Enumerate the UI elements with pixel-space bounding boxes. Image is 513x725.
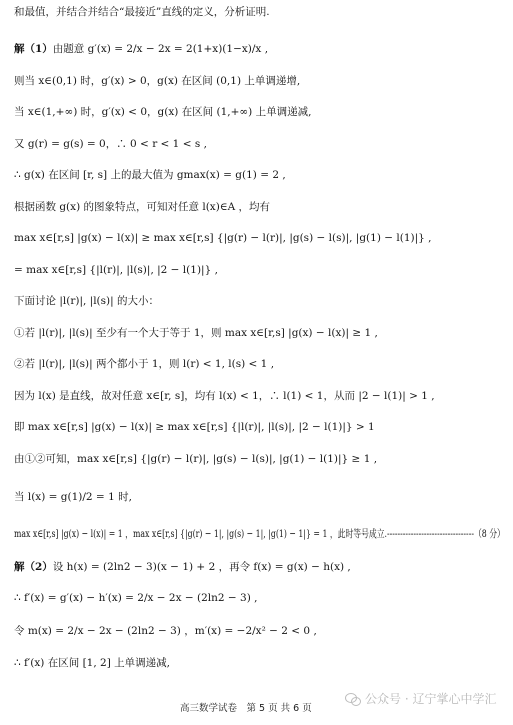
text-line <box>14 231 505 245</box>
line-text: 当 l(x) = g(1)/2 = 1 时, <box>14 491 132 503</box>
text-line <box>14 490 505 504</box>
text-line <box>14 326 505 340</box>
text-line <box>14 74 505 88</box>
line-text: 因为 l(x) 是直线，故对任意 x∈[r, s]，均有 l(x) < 1，∴ l(1) < 1，从而 |2 − l(1)| > 1 , <box>14 390 435 402</box>
wechat-icon <box>345 692 361 706</box>
text-line <box>14 452 505 466</box>
line-text: ∴ g(x) 在区间 [r, s] 上的最大值为 gmax(x) = g(1) = 2 , <box>14 169 286 181</box>
line-text: 下面讨论 |l(r)|, |l(s)| 的大小： <box>14 295 160 307</box>
text-line <box>14 5 505 19</box>
line-text: max x∈[r,s] |g(x) − l(x)| ≥ max x∈[r,s] {|g(r) − l(r)|, |g(s) − l(s)|, |g(1) − l(1)|} , <box>14 232 432 244</box>
watermark-text: 公众号 · 辽宁掌心中学汇 <box>365 692 497 706</box>
line-text: = max x∈[r,s] {|l(r)|, |l(s)|, |2 − l(1)|} , <box>14 264 218 276</box>
line-text: 和最值，并结合并结合“最接近”直线的定义，分析证明. <box>14 6 270 18</box>
line-text: max x∈[r,s] |g(x) − l(x)| = 1 ，max x∈[r,s] {|g(r) − 1|, |g(s) − 1|, |g(1) − 1|} = 1 ，此时等号成立.---------------------------------（8 分） <box>14 528 505 540</box>
watermark <box>345 690 496 707</box>
line-text: 由①②可知，max x∈[r,s] {|g(r) − l(r)|, |g(s) − l(s)|, |g(1) − l(1)|} ≥ 1 , <box>14 453 378 465</box>
line-text: 即 max x∈[r,s] |g(x) − l(x)| ≥ max x∈[r,s] {|l(r)|, |l(s)|, |2 − l(1)|} > 1 <box>14 421 375 433</box>
line-text: ∴ f′(x) 在区间 [1, 2] 上单调递减, <box>14 657 170 669</box>
line-text: 解（1）由题意 g′(x) = 2/x − 2x = 2(1+x)(1−x)/x , <box>14 43 269 55</box>
text-line <box>14 527 505 541</box>
page-footer: 高三数学试卷 第 5 页 共 6 页 <box>180 703 312 714</box>
text-line <box>14 263 505 277</box>
line-text: ∴ f′(x) = g′(x) − h′(x) = 2/x − 2x − (2ln2 − 3) , <box>14 592 258 604</box>
text-line <box>14 105 505 119</box>
line-text: 则当 x∈(0,1) 时，g′(x) > 0，g(x) 在区间 (0,1) 上单调递增, <box>14 75 301 87</box>
text-line <box>14 591 505 605</box>
line-text: 当 x∈(1,+∞) 时，g′(x) < 0，g(x) 在区间 (1,+∞) 上单调递减, <box>14 106 312 118</box>
line-text: 又 g(r) = g(s) = 0，∴ 0 < r < 1 < s , <box>14 138 207 150</box>
text-line <box>14 294 505 308</box>
text-line <box>14 137 505 151</box>
line-text: ②若 |l(r)|, |l(s)| 两个都小于 1，则 l(r) < 1, l(s) < 1 , <box>14 358 275 370</box>
text-line <box>14 389 505 403</box>
line-text: 解（2）设 h(x) = (2ln2 − 3)(x − 1) + 2 ，再令 f(x) = g(x) − h(x) , <box>14 561 351 573</box>
line-text: 令 m(x) = 2/x − 2x − (2ln2 − 3) ，m′(x) = −2/x² − 2 < 0 , <box>14 625 317 637</box>
text-line <box>14 168 505 182</box>
text-line <box>14 656 505 670</box>
line-text: 根据函数 g(x) 的图象特点，可知对任意 l(x)∈A ，均有 <box>14 201 271 213</box>
line-text: ①若 |l(r)|, |l(s)| 至少有一个大于等于 1，则 max x∈[r,s] |g(x) − l(x)| ≥ 1 , <box>14 327 378 339</box>
text-line <box>14 357 505 371</box>
text-line <box>14 420 505 434</box>
text-line <box>14 560 505 574</box>
text-line <box>14 624 505 638</box>
text-line <box>14 200 505 214</box>
text-line <box>14 42 505 56</box>
